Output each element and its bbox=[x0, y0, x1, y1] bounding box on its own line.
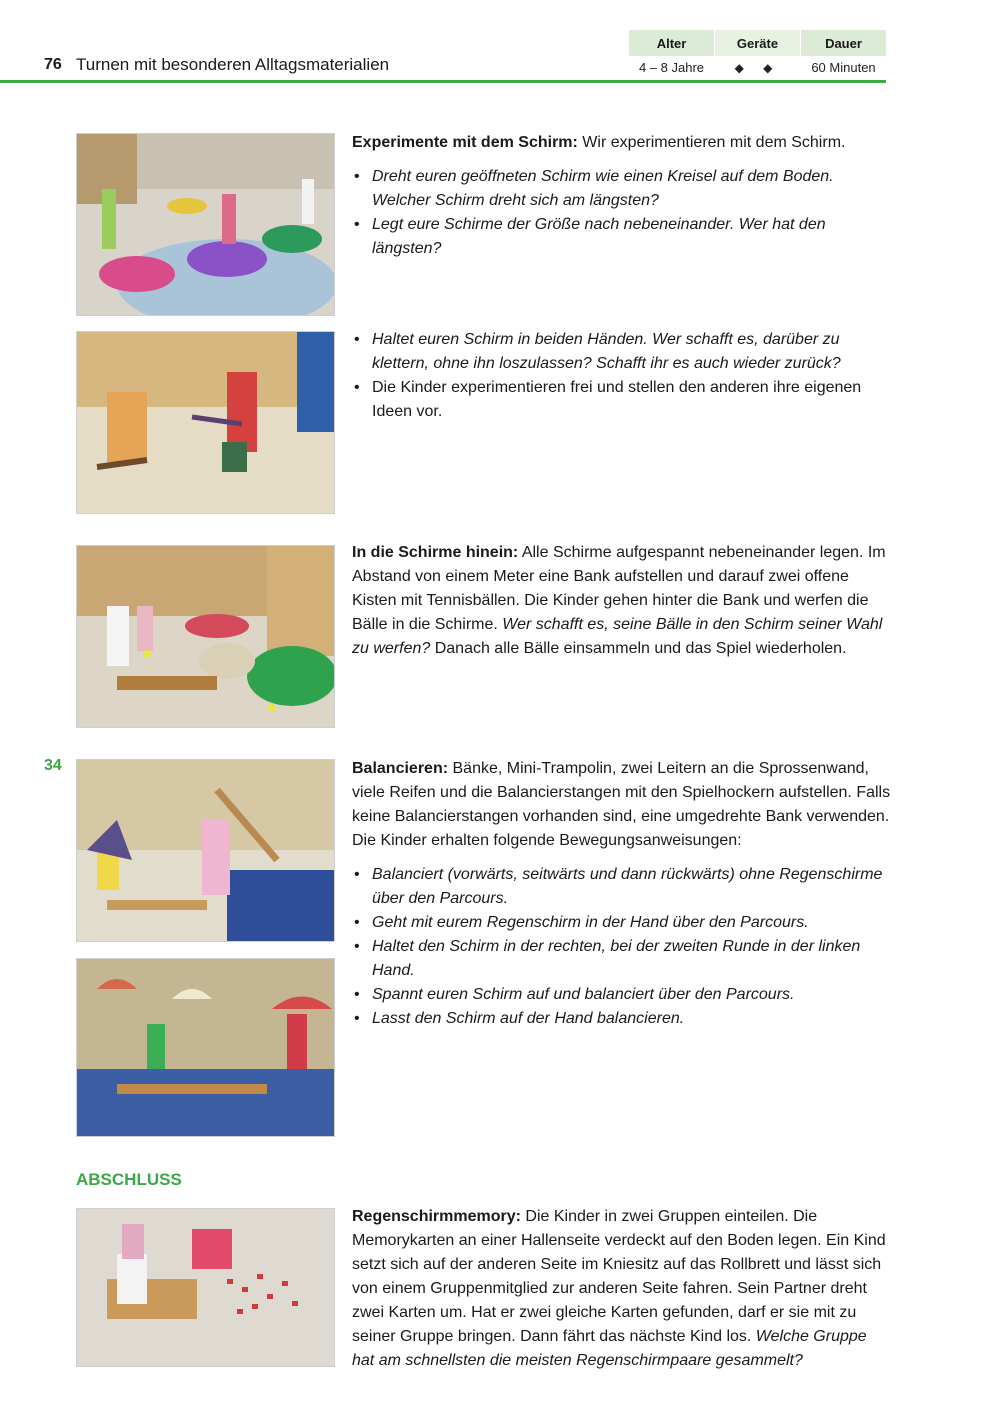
photo-balancing-with-umbrellas bbox=[76, 958, 335, 1137]
list-item: • Legt eure Schirme der Größe nach nebeneinander. Wer hat den längsten? bbox=[352, 213, 892, 261]
list-item: • Spannt euren Schirm auf und balanciert über den Parcours. bbox=[352, 983, 892, 1007]
list-item: • Balanciert (vorwärts, seitwärts und dann rückwärts) ohne Regenschirme über den Parcours. bbox=[352, 863, 892, 911]
memory-question: Welche Gruppe hat am schnellsten die meisten Regenschirmpaare gesammelt? bbox=[352, 1328, 867, 1369]
experiments-title: Experimente mit dem Schirm: bbox=[352, 134, 578, 151]
photo-umbrella-spinning bbox=[76, 133, 335, 316]
list-item: • Dreht euren geöffneten Schirm wie einen Kreisel auf dem Boden. Welcher Schirm dreht sich am längsten? bbox=[352, 165, 892, 213]
memory-text: Die Kinder in zwei Gruppen einteilen. Die Memorykarten an einer Hallenseite verdeckt auf den Boden legen. Ein Kind setzt sich auf der anderen Seite im Kniesitz auf das Rollbrett und lässt sich von einem Gruppenmitglied zur anderen Seite fahren. Sein Partner dreht zwei Karten um. Hat er zwei gleiche Karten gefunden, darf er sie mit zu seiner Gruppe bringen. Dann fährt das nächste Kind los. bbox=[352, 1208, 886, 1345]
info-equipment bbox=[714, 30, 800, 80]
throw-title: In die Schirme hinein: bbox=[352, 544, 519, 561]
memory-title: Regenschirmmemory: bbox=[352, 1208, 521, 1225]
throw-text-end: Danach alle Bälle einsammeln und das Spiel wiederholen. bbox=[430, 640, 847, 657]
list-item: • Geht mit eurem Regenschirm in der Hand über den Parcours. bbox=[352, 911, 892, 935]
exercise-number: 34 bbox=[44, 757, 62, 774]
experiments-block bbox=[352, 131, 892, 261]
list-item: • Haltet den Schirm in der rechten, bei der zweiten Runde in der linken Hand. bbox=[352, 935, 892, 983]
info-age bbox=[628, 30, 714, 80]
throw-into-umbrellas-block bbox=[352, 541, 892, 661]
info-value: 4 – 8 Jahre bbox=[629, 56, 714, 80]
section-heading-closing: ABSCHLUSS bbox=[76, 1170, 182, 1189]
hold-umbrella-block bbox=[352, 328, 892, 424]
info-label: Dauer bbox=[801, 30, 886, 56]
info-value: 60 Minuten bbox=[801, 56, 886, 80]
photo-balancing-course bbox=[76, 759, 335, 942]
info-table bbox=[628, 30, 886, 80]
header-rule bbox=[0, 80, 886, 83]
info-label: Alter bbox=[629, 30, 714, 56]
balancing-text: Bänke, Mini-Trampolin, zwei Leitern an die Sprossenwand, viele Reifen und die Balancierstangen mit den Spielhockern aufstellen. Falls keine Balancierstangen vorhanden sind, eine umgedrehte Bank verwenden. Die Kinder erhalten folgende Bewegungsanweisungen: bbox=[352, 760, 891, 849]
list-item: • Die Kinder experimentieren frei und stellen den anderen ihre eigenen Ideen vor. bbox=[352, 376, 892, 424]
throw-text: Alle Schirme aufgespannt nebeneinander legen. Im Abstand von einem Meter eine Bank aufstellen und darauf zwei offene Kisten mit Tennisbällen. Die Kinder gehen hinter die Bank und werfen die Bälle in die Schirme. bbox=[352, 544, 886, 633]
diamond-icon: ◆ ◆ bbox=[715, 56, 800, 80]
chapter-title: Turnen mit besonderen Alltagsmaterialien bbox=[76, 55, 390, 74]
throw-question: Wer schafft es, seine Bälle in den Schirm seiner Wahl zu werfen? bbox=[352, 616, 883, 657]
page-number: 76 bbox=[44, 56, 62, 73]
photo-umbrella-memory bbox=[76, 1208, 335, 1367]
list-item: • Haltet euren Schirm in beiden Händen. Wer schafft es, darüber zu klettern, ohne ihn loszulassen? Schafft ihr es auch wieder zurück? bbox=[352, 328, 892, 376]
photo-throwing-balls bbox=[76, 545, 335, 728]
memory-block bbox=[352, 1205, 892, 1373]
balancing-block bbox=[352, 757, 892, 1031]
experiments-intro: Wir experimentieren mit dem Schirm. bbox=[577, 134, 846, 151]
info-label: Geräte bbox=[715, 30, 800, 56]
photo-climbing-over-umbrella bbox=[76, 331, 335, 514]
balancing-title: Balancieren: bbox=[352, 760, 449, 777]
list-item: • Lasst den Schirm auf der Hand balancieren. bbox=[352, 1007, 892, 1031]
info-duration bbox=[800, 30, 886, 80]
